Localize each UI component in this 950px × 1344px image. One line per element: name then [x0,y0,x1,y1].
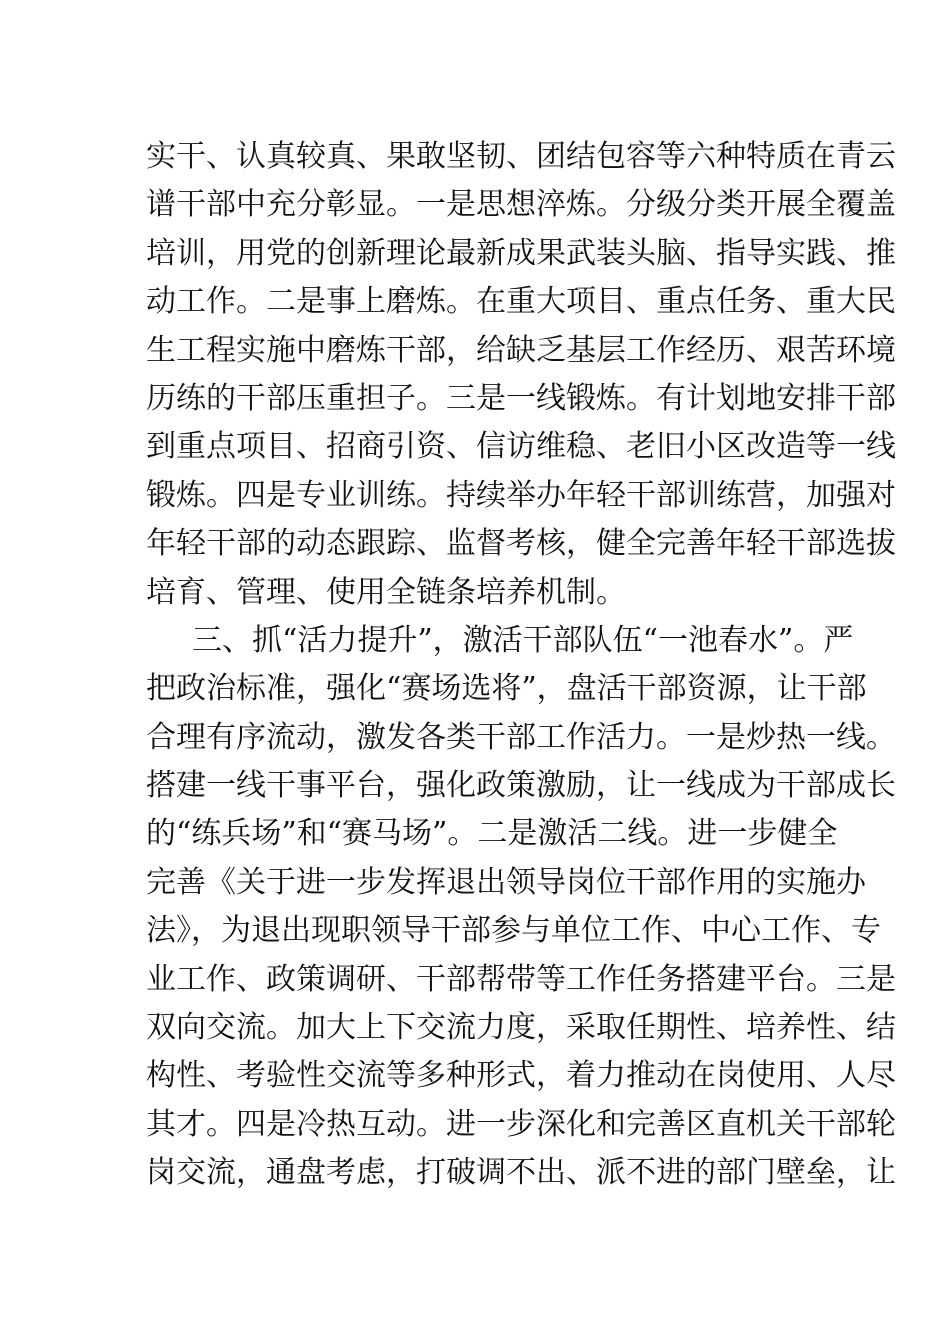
text-line: 到重点项目、招商引资、信访维稳、老旧小区改造等一线 [146,429,896,465]
text-line: 培育、管理、使用全链条培养机制。 [146,574,626,610]
text-line: 业工作、政策调研、干部帮带等工作任务搭建平台。三是 [146,961,896,997]
text-line: 谱干部中充分彰显。一是思想淬炼。分级分类开展全覆盖 [146,187,896,223]
text-line: 动工作。二是事上磨炼。在重大项目、重点任务、重大民 [146,284,896,320]
text-line: 其才。四是冷热互动。进一步深化和完善区直机关干部轮 [146,1106,896,1142]
text-line: 岗交流，通盘考虑，打破调不出、派不进的部门壁垒，让 [146,1155,896,1191]
text-line: 历练的干部压重担子。三是一线锻炼。有计划地安排干部 [146,380,896,416]
text-line: 年轻干部的动态跟踪、监督考核，健全完善年轻干部选拔 [146,526,896,562]
section-heading-line: 三、抓“活力提升”，激活干部队伍“一池春水”。严 [192,622,854,658]
text-line: 双向交流。加大上下交流力度，采取任期性、培养性、结 [146,1010,896,1046]
text-line: 搭建一线干事平台，强化政策激励，让一线成为干部成长 [146,768,896,804]
text-line: 实干、认真较真、果敢坚韧、团结包容等六种特质在青云 [146,139,896,174]
text-line: 锻炼。四是专业训练。持续举办年轻干部训练营，加强对 [146,477,896,513]
text-line: 培训，用党的创新理论最新成果武装头脑、指导实践、推 [146,235,896,271]
text-line: 把政治标准，强化“赛场选将”，盘活干部资源，让干部 [146,671,867,707]
text-line: 完善《关于进一步发挥退出领导岗位干部作用的实施办 [146,864,866,900]
text-line: 生工程实施中磨炼干部，给缺乏基层工作经历、艰苦环境 [146,332,896,368]
text-line: 构性、考验性交流等多种形式，着力推动在岗使用、人尽 [146,1058,896,1094]
text-line: 的“练兵场”和“赛马场”。二是激活二线。进一步健全 [146,816,838,852]
text-line: 法》，为退出现职领导干部参与单位工作、中心工作、专 [146,913,881,949]
text-line: 合理有序流动，激发各类干部工作活力。一是炒热一线。 [146,719,896,755]
body-text [146,133,896,1198]
